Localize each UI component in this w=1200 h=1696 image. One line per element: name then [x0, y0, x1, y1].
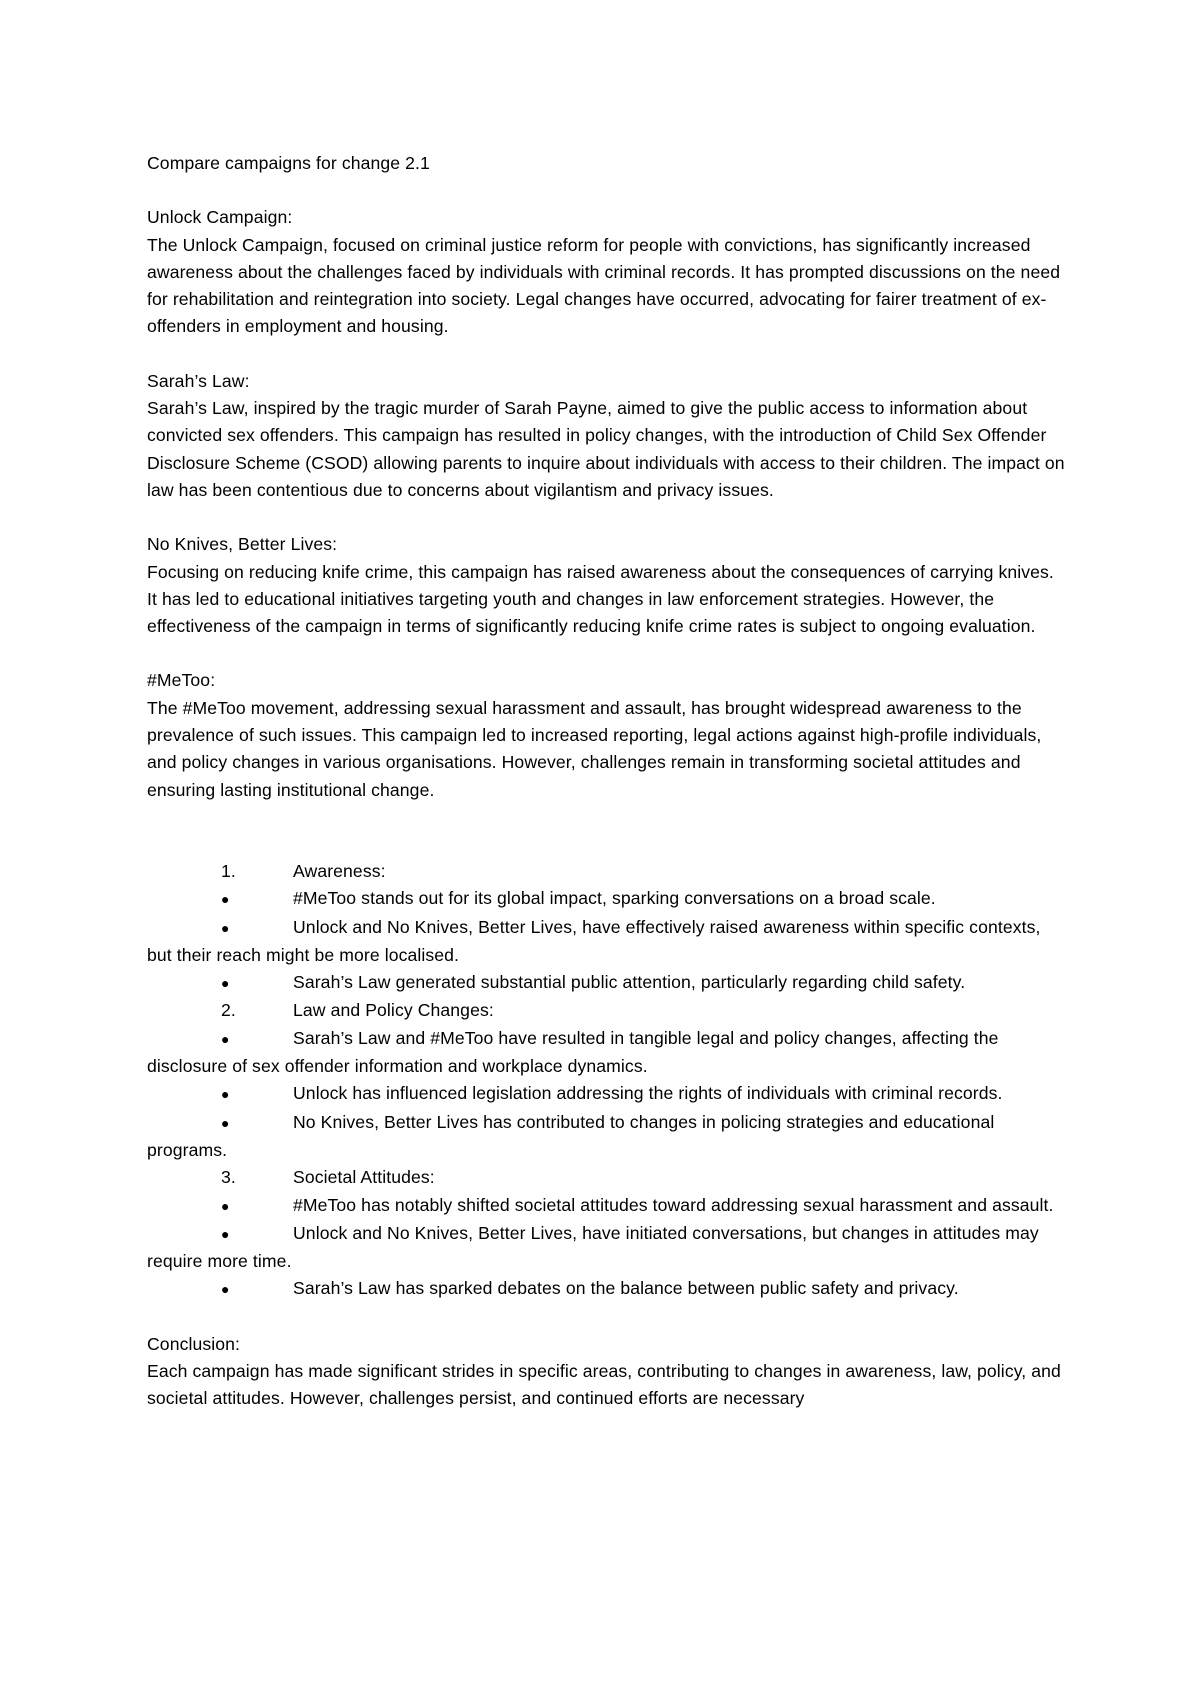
section-heading: Conclusion: [147, 1333, 241, 1354]
bullet-item [147, 1275, 1067, 1303]
bullet-text: #MeToo has notably shifted societal attitudes toward addressing sexual harassment and assault. [293, 1194, 1054, 1215]
numbered-item [147, 997, 1067, 1024]
section-metoo [147, 667, 1067, 803]
section-no-knives [147, 531, 1067, 640]
numbered-item [147, 1164, 1067, 1191]
document-page [147, 150, 1067, 1413]
bullet-icon: ● [221, 919, 230, 936]
bullet-text: Sarah’s Law has sparked debates on the balance between public safety and privacy. [293, 1278, 959, 1299]
section-heading: Sarah’s Law: [147, 370, 250, 391]
section-unlock [147, 204, 1067, 340]
bullet-item [147, 1220, 1067, 1276]
bullet-item [147, 969, 1067, 997]
section-body: Focusing on reducing knife crime, this campaign has raised awareness about the consequences of carrying knives. It has led to educational initiatives targeting youth and changes in law enforcement strategies. However, the effectiveness of the campaign in terms of significantly reducing knife crime rates is subject to ongoing evaluation. [147, 561, 1054, 637]
comparison-list [147, 858, 1067, 1304]
bullet-icon: ● [221, 891, 230, 908]
list-label: Societal Attitudes: [293, 1167, 435, 1188]
section-conclusion [147, 1331, 1067, 1413]
section-heading: #MeToo: [147, 670, 216, 691]
bullet-item [147, 1080, 1067, 1108]
bullet-item [147, 1192, 1067, 1220]
section-heading: Unlock Campaign: [147, 207, 293, 228]
bullet-item [147, 885, 1067, 913]
numbered-item [147, 858, 1067, 885]
section-body: The #MeToo movement, addressing sexual harassment and assault, has brought widespread awareness to the prevalence of such issues. This campaign led to increased reporting, legal actions against high-profile individuals, and policy changes in various organisations. However, challenges remain in transforming societal attitudes and ensuring lasting institutional change. [147, 697, 1042, 800]
section-body: Sarah’s Law, inspired by the tragic murder of Sarah Payne, aimed to give the public access to information about convicted sex offenders. This campaign has resulted in policy changes, with the introduction of Child Sex Offender Disclosure Scheme (CSOD) allowing parents to inquire about individuals with access to their children. The impact on law has been contentious due to concerns about vigilantism and privacy issues. [147, 398, 1065, 500]
list-number: 2. [221, 1000, 236, 1021]
bullet-item [147, 1109, 1067, 1165]
bullet-text: No Knives, Better Lives has contributed to changes in policing strategies and educational programs. [147, 1111, 995, 1160]
bullet-item [147, 1025, 1067, 1081]
list-label: Law and Policy Changes: [293, 1000, 494, 1021]
bullet-item [147, 914, 1067, 970]
list-number: 1. [221, 860, 236, 881]
list-number: 3. [221, 1167, 236, 1188]
bullet-text: Unlock has influenced legislation addressing the rights of individuals with criminal records. [293, 1083, 1003, 1104]
list-label: Awareness: [293, 860, 386, 881]
bullet-icon: ● [221, 975, 230, 992]
bullet-text: Unlock and No Knives, Better Lives, have initiated conversations, but changes in attitudes may require more time. [147, 1222, 1039, 1272]
bullet-text: Sarah’s Law and #MeToo have resulted in tangible legal and policy changes, affecting the disclosure of sex offender information and workplace dynamics. [147, 1027, 999, 1077]
bullet-text: Unlock and No Knives, Better Lives, have effectively raised awareness within specific contexts, but their reach might be more localised. [147, 916, 1041, 965]
section-sarahs-law [147, 368, 1067, 504]
bullet-icon: ● [221, 1225, 230, 1242]
bullet-icon: ● [221, 1030, 230, 1047]
document-title: Compare campaigns for change 2.1 [147, 153, 430, 173]
bullet-icon: ● [221, 1281, 230, 1298]
bullet-icon: ● [221, 1114, 230, 1131]
bullet-icon: ● [221, 1197, 230, 1214]
section-heading: No Knives, Better Lives: [147, 534, 338, 555]
bullet-text: #MeToo stands out for its global impact, sparking conversations on a broad scale. [293, 888, 936, 909]
section-body: Each campaign has made significant strides in specific areas, contributing to changes in awareness, law, policy, and societal attitudes. However, challenges persist, and continued efforts are necessary [147, 1360, 1061, 1409]
bullet-icon: ● [221, 1086, 230, 1103]
bullet-text: Sarah’s Law generated substantial public attention, particularly regarding child safety. [293, 972, 966, 993]
section-body: The Unlock Campaign, focused on criminal justice reform for people with convictions, has significantly increased awareness about the challenges faced by individuals with criminal records. It has prompted discussions on the need for rehabilitation and reintegration into society. Legal changes have occurred, advocating for fairer treatment of ex-offenders in employment and housing. [147, 234, 1061, 337]
